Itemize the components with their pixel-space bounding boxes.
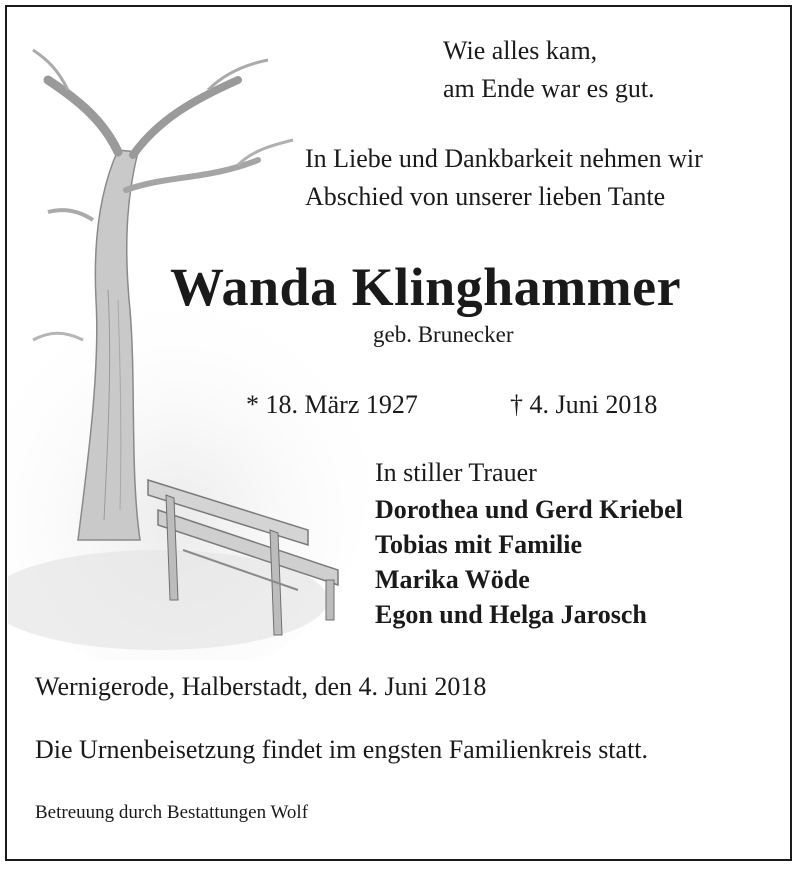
mourner-name: Tobias mit Familie — [375, 530, 583, 559]
motto-line: am Ende war es gut. — [443, 74, 655, 103]
intro-line: In Liebe und Dankbarkeit nehmen wir — [305, 144, 703, 173]
mourner-name: Egon und Helga Jarosch — [375, 600, 647, 629]
maiden-name: geb. Brunecker — [373, 322, 514, 347]
funeral-service-note: Betreuung durch Bestattungen Wolf — [35, 802, 309, 823]
intro-text — [305, 140, 703, 216]
place-and-date: Wernigerode, Halberstadt, den 4. Juni 2018 — [35, 672, 487, 701]
intro-line: Abschied von unserer lieben Tante — [305, 182, 666, 211]
mourner-name: Dorothea und Gerd Kriebel — [375, 495, 683, 524]
mourner-name: Marika Wöde — [375, 565, 530, 594]
death-date: † 4. Juni 2018 — [510, 390, 658, 419]
burial-note: Die Urnenbeisetzung findet im engsten Familienkreis statt. — [35, 735, 649, 764]
mourning-heading: In stiller Trauer — [375, 458, 537, 487]
motto — [443, 32, 655, 108]
birth-date: * 18. März 1927 — [246, 390, 418, 419]
mourners-list — [375, 492, 683, 632]
motto-line: Wie alles kam, — [443, 36, 598, 65]
tree-and-bench-icon — [8, 40, 368, 660]
deceased-name: Wanda Klinghammer — [170, 257, 682, 317]
